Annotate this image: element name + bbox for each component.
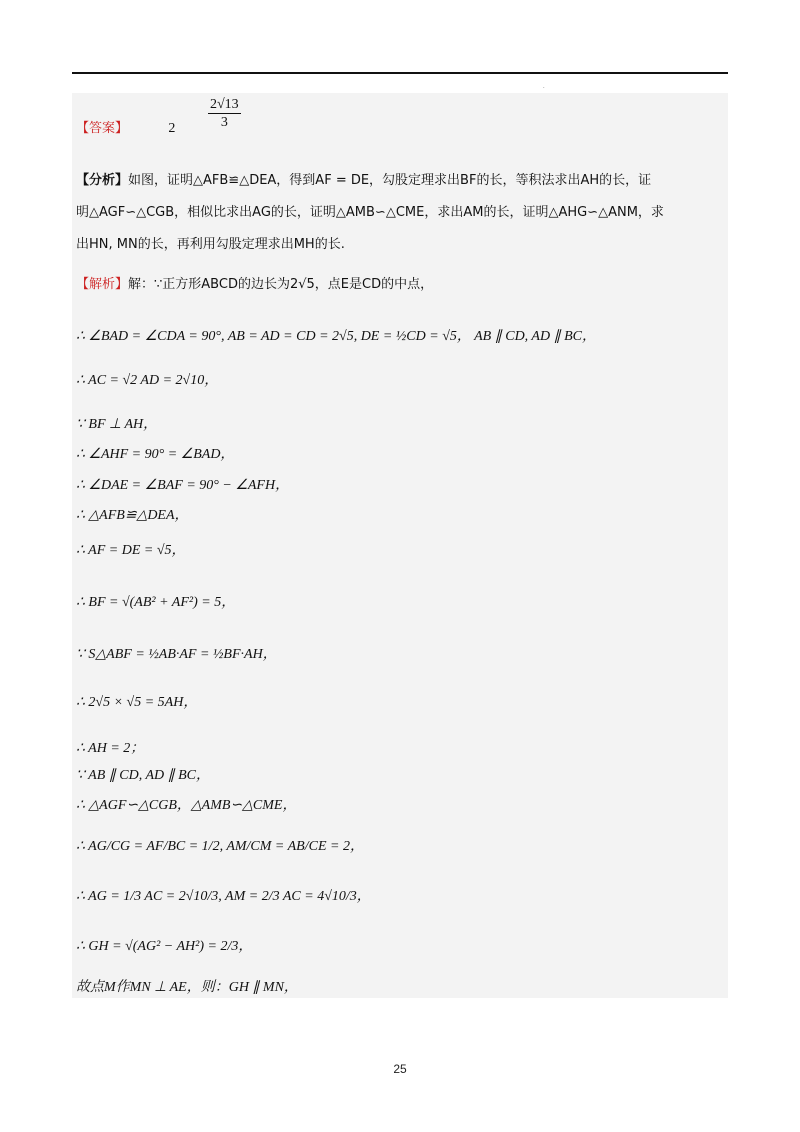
analysis-text-3: 出HN, MN的长，再利用勾股定理求出MH的长. [76, 237, 345, 252]
analysis-text-2: 明△AGF∽△CGB，相似比求出AG的长，证明△AMB∽△CME，求出AM的长，证明△AHG∽△ANM，求 [76, 205, 664, 220]
page-number: 25 [393, 1062, 407, 1076]
solution-step-8: ∴ BF = √(AB² + AF²) = 5， [76, 595, 236, 610]
analysis-tag: 【分析】 [76, 173, 129, 188]
solution-step-7: ∴ AF = DE = √5， [76, 543, 186, 558]
solution-step-9: ∵ S△ABF = ½AB·AF = ½BF·AH， [76, 647, 277, 662]
analysis-line-3 [76, 234, 345, 255]
solution-step-17: 故点M作MN ⊥ AE，则：GH ∥ MN， [76, 980, 298, 995]
solution-intro: 解：∵正方形ABCD的边长为2√5，点E是CD的中点， [128, 277, 434, 292]
solution-step-4: ∴ ∠AHF = 90° = ∠BAD， [76, 447, 235, 462]
solution-intro-line [76, 274, 433, 295]
solution-step-16: ∴ GH = √(AG² − AH²) = 2/3， [76, 939, 253, 954]
solution-step-1: ∴ ∠BAD = ∠CDA = 90°, AB = AD = CD = 2√5, DE = ½CD = √5， AB ∥ CD, AD ∥ BC， [76, 329, 596, 344]
answer-value-1: 2 [168, 121, 176, 136]
solution-step-3: ∵ BF ⊥ AH， [76, 417, 158, 432]
solution-step-10: ∴ 2√5 × √5 = 5AH， [76, 695, 198, 710]
answer-line [76, 118, 175, 139]
solution-step-13: ∴ △AGF∽△CGB，△AMB∽△CME， [76, 798, 297, 813]
answer-fraction [208, 96, 241, 131]
solution-step-15: ∴ AG = 1/3 AC = 2√10/3, AM = 2/3 AC = 4√10/3， [76, 889, 371, 904]
solution-step-2: ∴ AC = √2 AD = 2√10， [76, 373, 219, 388]
analysis-text-1: 如图，证明△AFB≌△DEA，得到AF = DE，勾股定理求出BF的长，等积法求出AH的长，证 [128, 173, 652, 188]
solution-step-11: ∴ AH = 2； [76, 741, 145, 756]
solution-step-5: ∴ ∠DAE = ∠BAF = 90° − ∠AFH， [76, 478, 290, 493]
analysis-line-1 [76, 170, 651, 191]
answer-tag: 【答案】 [76, 120, 129, 135]
answer-value-2-numerator: 2√13 [210, 97, 239, 112]
solution-step-6: ∴ △AFB≌△DEA， [76, 508, 189, 523]
answer-value-2-denominator: 3 [220, 115, 228, 130]
analysis-line-2 [76, 202, 664, 223]
solution-tag: 【解析】 [76, 276, 129, 291]
solution-step-12: ∵ AB ∥ CD, AD ∥ BC， [76, 768, 211, 783]
header-rule [72, 72, 728, 74]
header-dot: . [543, 84, 545, 90]
solution-step-14: ∴ AG/CG = AF/BC = 1/2, AM/CM = AB/CE = 2， [76, 839, 364, 854]
